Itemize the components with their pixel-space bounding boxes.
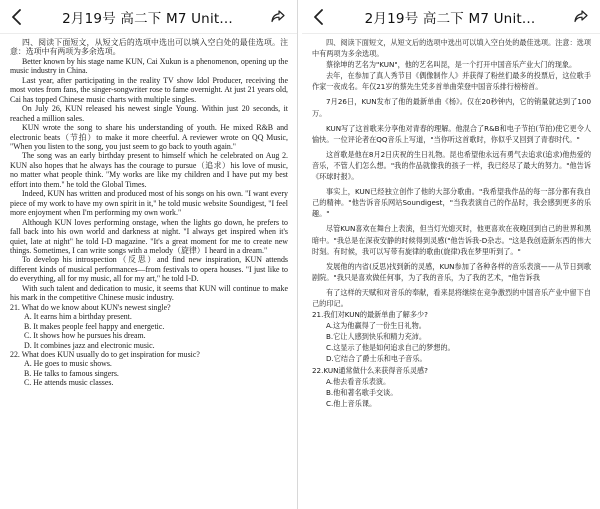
paragraph: 有了这样的天赋和对音乐的奉献，看来昆将继续在竞争激烈的中国音乐产业中留下自己的印记。 [312, 287, 591, 308]
paragraph: 尽管KUN喜欢在舞台上表演，但当灯光熄灭时，他更喜欢在夜晚回到自己的世界和黑暗中。"我总是在深夜安静的时候得到灵感("他告诉我-D杂志。"这是我创造新东西的伟大时刻。有时候，我可以写带有旋律的歌曲(旋律)我在梦里听到了。" [312, 224, 591, 256]
back-button[interactable] [6, 6, 28, 28]
document-page [0, 34, 297, 388]
paragraph: 蔡徐坤的艺名为"KUN"，他的艺名叫昆，是一个打开中国音乐产业大门的现象。 [326, 60, 577, 70]
share-button[interactable] [267, 6, 289, 28]
right-screenshot [302, 0, 600, 509]
option: B.他和著名歌手交谈。 [326, 387, 398, 397]
option: A.这为他赢得了一份生日礼物。 [326, 321, 426, 331]
question-22: 22.KUN通常做什么来获得音乐灵感? [312, 365, 428, 375]
question-22: 22. What does KUN usually do to get inspiration for music? [10, 349, 200, 359]
option: C. He attends music classes. [24, 378, 114, 388]
paragraph: Indeed, KUN has written and produced most of his songs on his own. "I want every piece of my work to have my own spirit in it," he told music website Soundigest, "I feel more enjoyment when I'm performing my own work." [10, 189, 288, 218]
paragraph: Although KUN loves performing onstage, when the lights go down, he prefers to fall back into his own world and darkness at night. "I always get inspired when it's quiet, late at night" he told I-D magazine. "It's a great moment for me to create new things. Sometimes, I can write songs with a melody（旋律）I heard in a dream." [10, 217, 288, 255]
paragraph: 发展他的内省(反思)找到新的灵感，KUN参加了各种各样的音乐表演——从节日到歌剧院。"我只是喜欢做任何事，为了我的音乐，为了我的艺术，"他告诉我 [312, 261, 591, 282]
chevron-left-icon [11, 9, 23, 25]
paragraph: With such talent and dedication to music, it seems that KUN will continue to make his mark in the competitive Chinese music industry. [10, 283, 288, 303]
back-button[interactable] [308, 6, 330, 28]
option: D.它结合了爵士乐和电子音乐。 [326, 354, 427, 364]
option: C. It shows how he pursues his dream. [24, 331, 146, 341]
option: D. It combines jazz and electronic music. [24, 340, 155, 350]
question-21: 21.我们对KUN的最新单曲了解多少? [312, 310, 428, 320]
share-icon [573, 9, 589, 25]
paragraph: Last year, after participating in the reality TV show Idol Producer, receiving the most votes from fans, the singer-songwriter rose to fame overnight. At just 21 years old, Cai has topped Chinese music charts with multiple singles. [10, 75, 288, 104]
document-page [302, 34, 600, 409]
option: C.这显示了他是如何追求自己的梦想的。 [326, 343, 455, 353]
paragraph: Better known by his stage name KUN, Cai Xukun is a phenomenon, opening up the music industry in China. [10, 56, 288, 76]
chevron-left-icon [313, 9, 325, 25]
paragraph: 这首歌是他在8月2日庆祝的生日礼物。昆也希望他永远有勇气去追求(追求)他热爱的音乐，不管人们怎么想。"我的作品就像我的孩子一样，我已经尽了最大的努力。"他告诉《环球时报》。 [312, 149, 591, 182]
document-title: 2月19号 高二下 M7 Unit... [62, 10, 233, 27]
instruction: 四、阅读下面短文，从短文后的选项中选出可以填入空白处的最佳选项。注意：选项中有两项为多余选项。 [312, 38, 591, 59]
option: B. He talks to famous singers. [24, 368, 119, 378]
paragraph: KUN wrote the song to share his understanding of youth. He mixed R&B and electronic beats（节拍）to make it more cheerful. A reviewer wrote on QQ Music, "When you listen to the song, you just seem to go back to youth again." [10, 123, 288, 151]
paragraph: 事实上，KUN已经独立创作了他的大部分歌曲。"我希望我作品的每一部分都有我自己的精神。"他告诉音乐网站Soundigest，"当我表演自己的作品时，我会感到更多的乐趣。" [312, 187, 591, 219]
share-icon [270, 9, 286, 25]
paragraph: The song was an early birthday present to himself which he celebrated on Aug 2. KUN also hopes that he always has the courage to pursue（追求）his love of music, no matter what people think. "My works are like my children and I have put my best effort into them." he told the Global Times. [10, 151, 288, 189]
document-title: 2月19号 高二下 M7 Unit... [364, 10, 536, 27]
left-screenshot [0, 0, 298, 509]
paragraph: 7月26日，KUN发布了他的最新单曲《杨》。仅在20秒钟内，它的销量就达到了100万。 [312, 97, 591, 118]
option: B.它让人感到快乐和精力充沛。 [326, 332, 426, 342]
paragraph: To develop his introspection（反思）and find new inspiration, KUN attends different kinds of musical performances—from festivals to opera houses. "I just like to do everything, all for my music, all for my art," he told I-D. [10, 255, 288, 284]
option: A. It earns him a birthday present. [24, 312, 132, 322]
option: A.他去看音乐表演。 [326, 376, 391, 386]
paragraph: On July 26, KUN released his newest single Young. Within just 20 seconds, it reached a million sales. [10, 104, 288, 123]
option: C.他上音乐课。 [326, 398, 377, 408]
share-button[interactable] [570, 6, 592, 28]
top-bar [302, 0, 600, 34]
instruction: 四、阅读下面短文，从短文后的选项中选出可以填入空白处的最佳选项。注意：选项中有两项为多余选项。 [10, 38, 288, 57]
paragraph: KUN写了这首歌来分享他对青春的理解。他混合了R&B和电子节拍(节拍)使它更令人愉快。一位评论者在QQ音乐上写道，"当你听这首歌时，你似乎又回到了青春时代。" [312, 123, 591, 144]
question-21: 21. What do we know about KUN's newest single? [10, 302, 171, 312]
paragraph: 去年，在参加了真人秀节目《偶像制作人》并获得了粉丝们最多的投票后，这位歌手作家一夜成名。年仅21岁的蔡先生凭多首单曲荣登中国音乐排行榜榜首。 [312, 71, 591, 92]
top-bar [0, 0, 297, 34]
option: B. It makes people feel happy and energetic. [24, 321, 165, 331]
option: A. He goes to music shows. [24, 359, 112, 369]
